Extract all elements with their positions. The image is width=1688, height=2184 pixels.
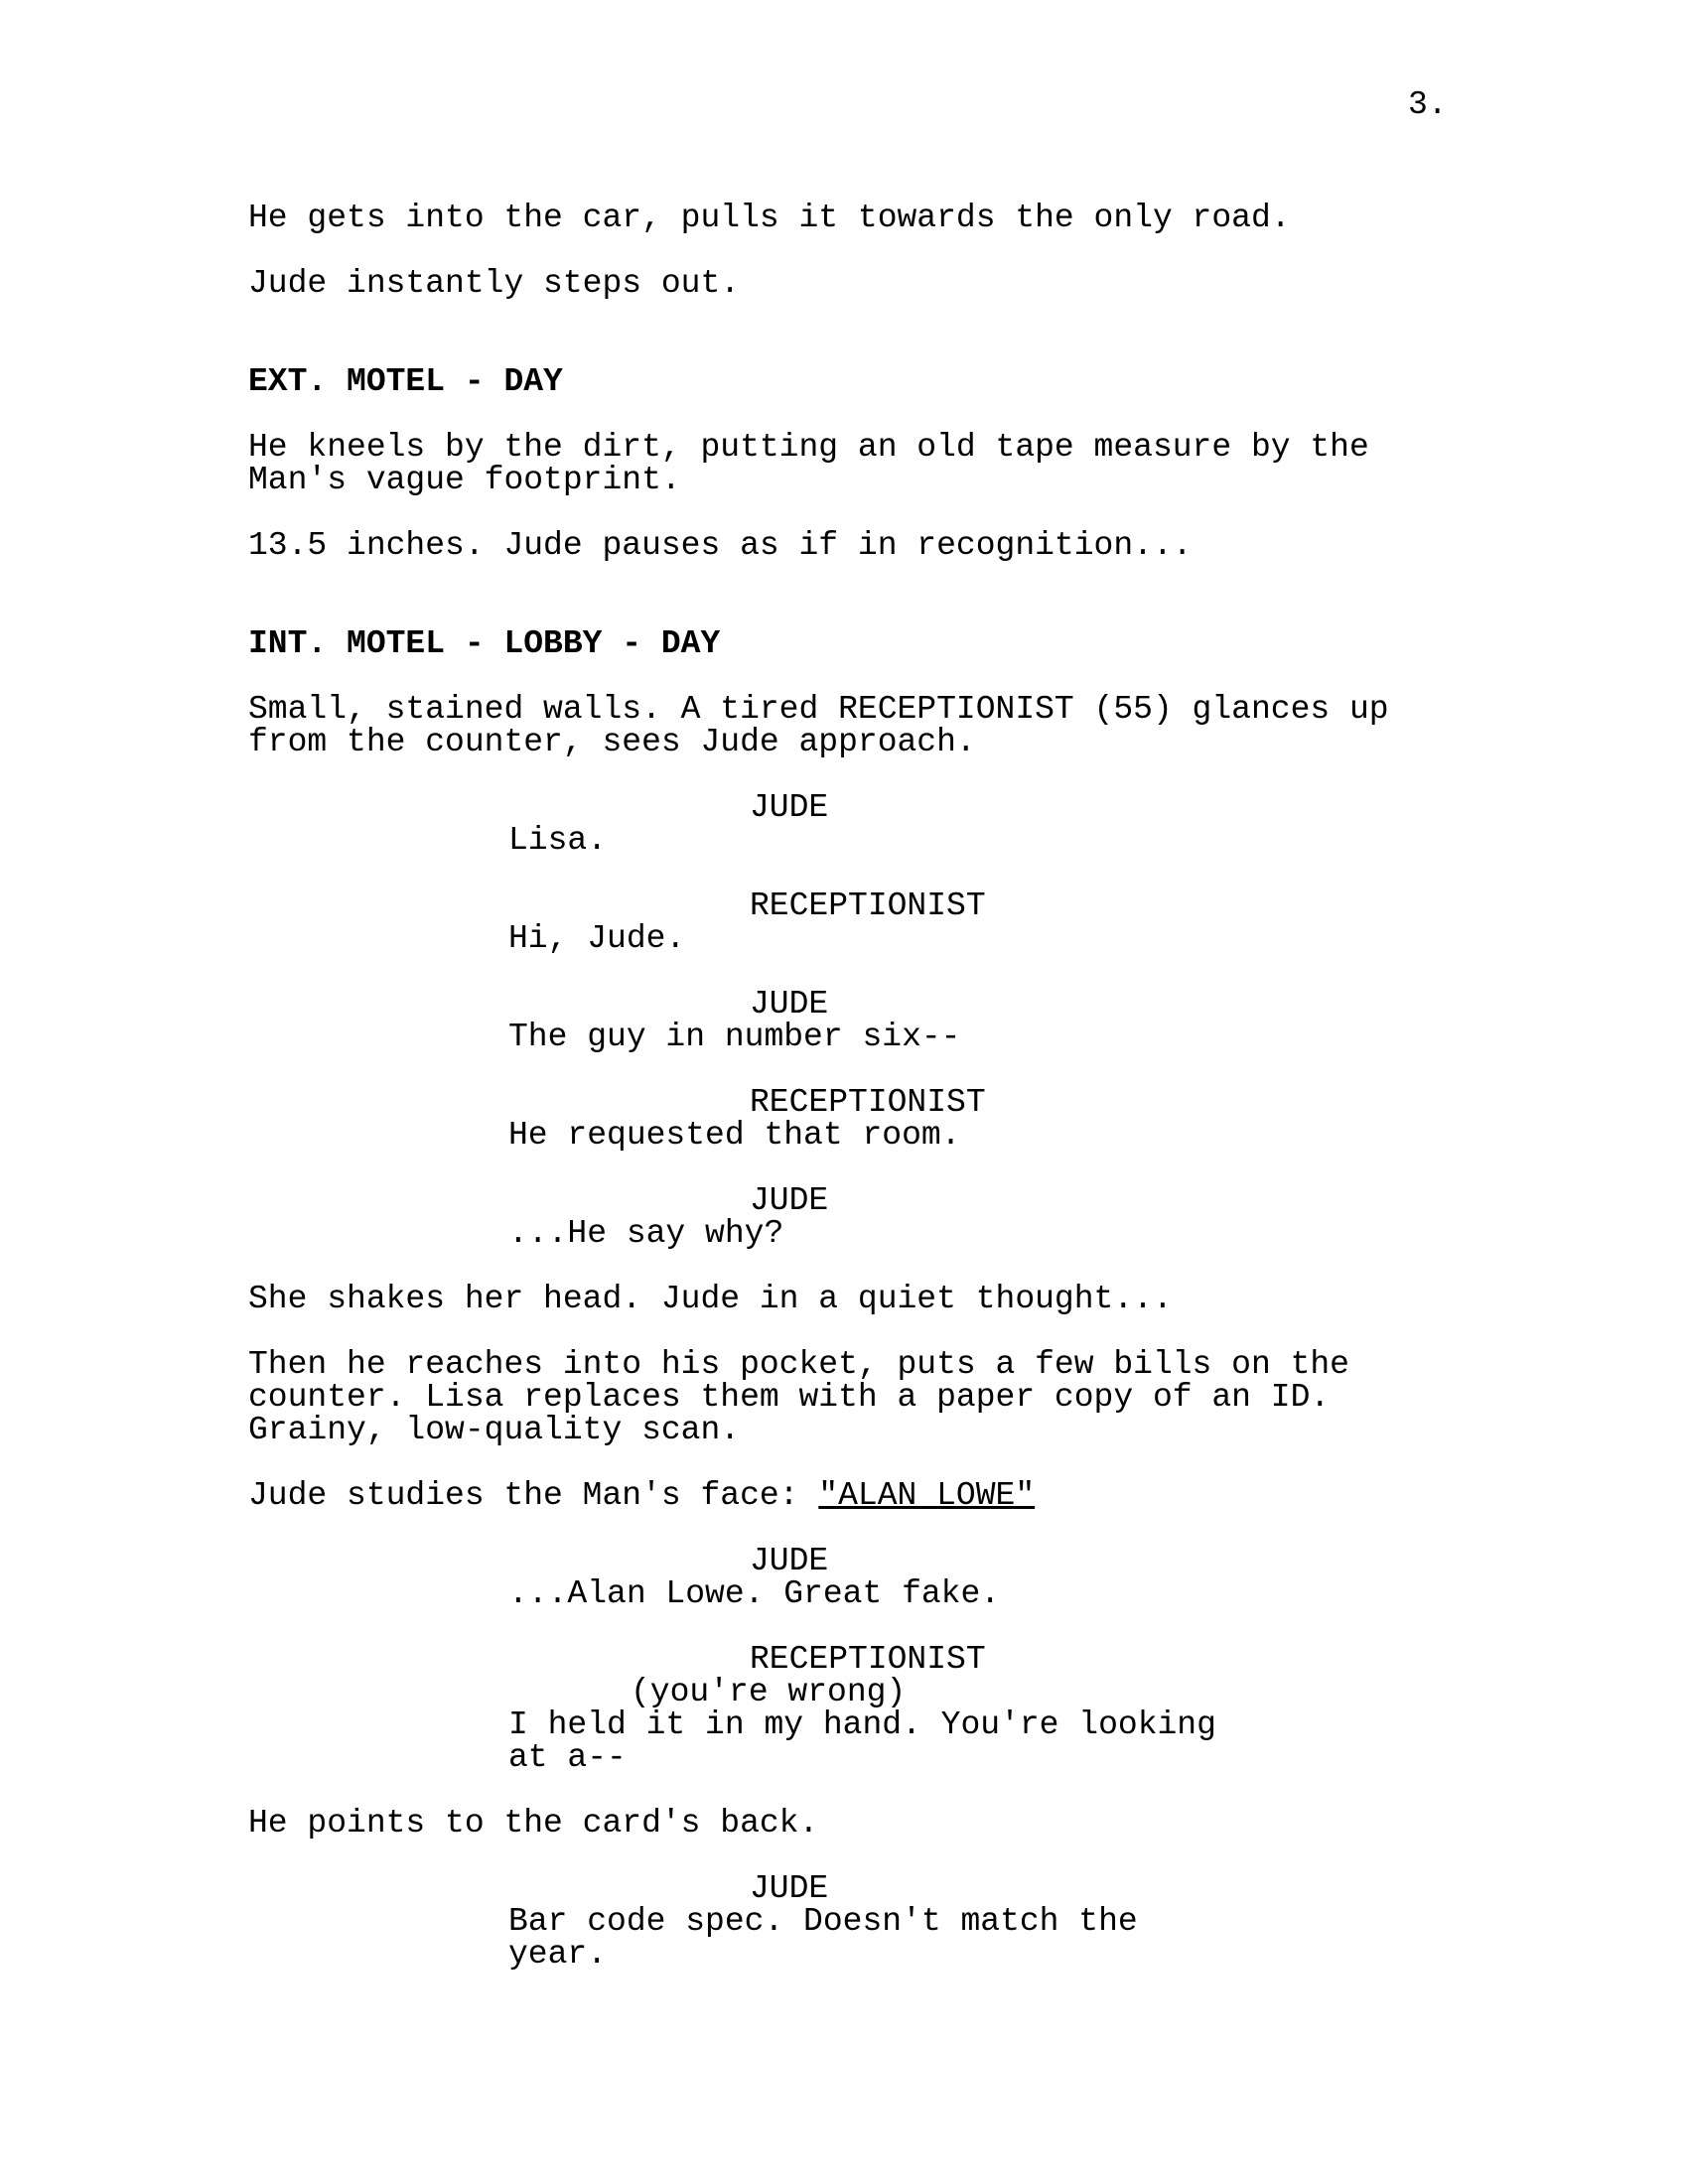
dialogue-line: ...Alan Lowe. Great fake. [508, 1575, 1001, 1612]
dialogue-line: at a-- [508, 1739, 627, 1776]
character-name: RECEPTIONIST [750, 887, 986, 924]
dialogue-line: ...He say why? [508, 1215, 784, 1252]
dialogue-line: Bar code spec. Doesn't match the [508, 1903, 1138, 1940]
character-name: JUDE [750, 789, 829, 826]
action-line: He kneels by the dirt, putting an old tape measure by the [248, 429, 1369, 466]
action-line: Jude instantly steps out. [248, 265, 741, 302]
action-line: Then he reaches into his pocket, puts a few bills on the [248, 1346, 1349, 1383]
dialogue-line: year. [508, 1936, 608, 1973]
character-name: JUDE [750, 1543, 829, 1579]
action-line: He points to the card's back. [248, 1805, 819, 1842]
parenthetical: (you're wrong) [631, 1674, 907, 1710]
action-line: Small, stained walls. A tired RECEPTIONIST (55) glances up [248, 691, 1389, 728]
action-line [248, 1479, 1035, 1512]
page-number: 3. [1408, 86, 1448, 123]
action-text: Jude studies the Man's face: [248, 1477, 819, 1514]
scene-heading: EXT. MOTEL - DAY [248, 363, 563, 400]
action-line: from the counter, sees Jude approach. [248, 724, 976, 760]
action-line: He gets into the car, pulls it towards the only road. [248, 200, 1291, 236]
action-line: Man's vague footprint. [248, 462, 681, 498]
character-name: RECEPTIONIST [750, 1641, 986, 1678]
action-line: counter. Lisa replaces them with a paper copy of an ID. [248, 1379, 1331, 1416]
action-line: She shakes her head. Jude in a quiet thought... [248, 1281, 1173, 1317]
character-name: RECEPTIONIST [750, 1084, 986, 1121]
dialogue-line: I held it in my hand. You're looking [508, 1706, 1216, 1743]
action-line: Grainy, low-quality scan. [248, 1412, 741, 1448]
character-name: JUDE [750, 1870, 829, 1907]
character-name: JUDE [750, 986, 829, 1023]
underlined-name: "ALAN LOWE" [818, 1477, 1036, 1514]
dialogue-line: Hi, Jude. [508, 920, 686, 957]
dialogue-line: Lisa. [508, 822, 608, 859]
dialogue-line: The guy in number six-- [508, 1019, 961, 1055]
character-name: JUDE [750, 1182, 829, 1219]
scene-heading: INT. MOTEL - LOBBY - DAY [248, 625, 721, 662]
dialogue-line: He requested that room. [508, 1117, 961, 1154]
action-line: 13.5 inches. Jude pauses as if in recognition... [248, 527, 1193, 564]
